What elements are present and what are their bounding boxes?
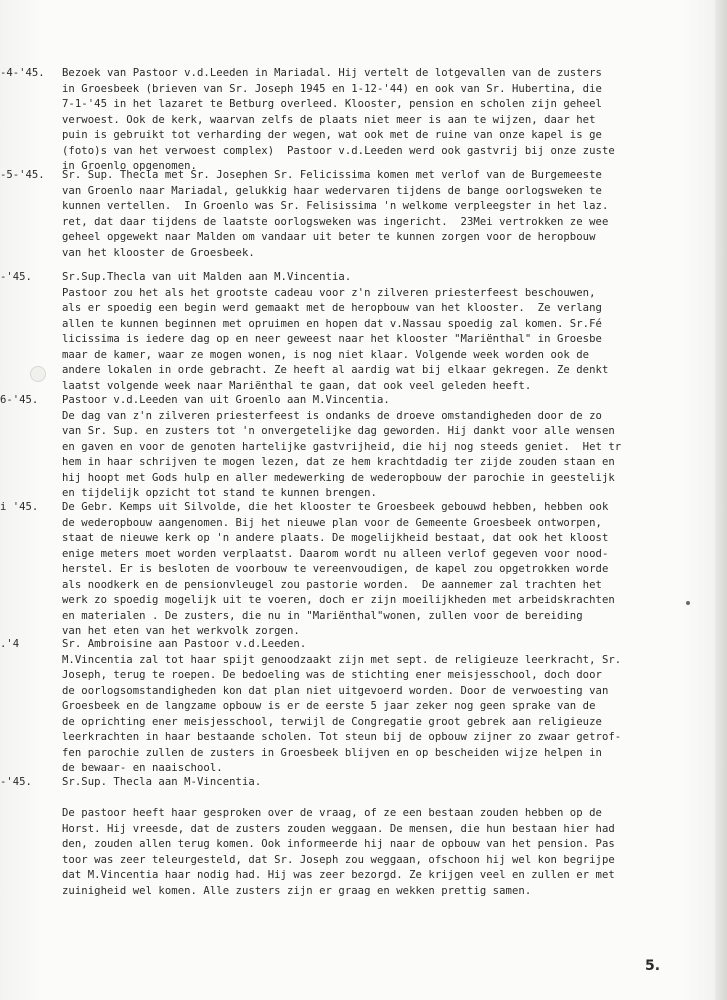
text-line: geheel opgewekt naar Malden om vandaar uit beter te kunnen zorgen voor de heropbouw — [62, 231, 596, 243]
text-line: in Groesbeek (brieven van Sr. Joseph 1945 en 1-12-'44) en ook van Sr. Hubertina, die — [62, 82, 602, 95]
text-line: Bezoek van Pastoor v.d.Leeden in Mariadal. Hij vertelt de lotgevallen van de zusters — [62, 67, 602, 79]
entry-text — [62, 66, 722, 175]
text-line: puin is gebruikt tot verharding der wegen, wat ook met de ruine van onze kapel is ge — [62, 129, 602, 141]
text-line: de oprichting ener meisjesschool, terwijl de Congregatie groot gebrek aan religieuze — [62, 715, 602, 728]
text-line: fen parochie zullen de zusters in Groesbeek blijven en op bescheiden wijze helpen in — [62, 746, 602, 759]
text-line: Sr.Sup. Thecla aan M-Vincentia. — [62, 776, 262, 788]
text-line: van het klooster de Groesbeek. — [62, 246, 255, 259]
text-line: de wederopbouw aangenomen. Bij het nieuwe plan voor de Gemeente Groesbeek ontworpen, — [62, 516, 602, 529]
text-line — [62, 791, 722, 807]
text-line: de oorlogsomstandigheden kon dat plan niet uitgevoerd worden. Door de verwoesting van — [62, 684, 609, 697]
entry-date: -'45. — [0, 271, 32, 283]
text-line: ret, dat daar tijdens de laatste oorlogsweken was ingericht. 23Mei vertrokken ze wee — [62, 215, 609, 228]
text-line: verwoest. Ook de kerk, waarvan zelfs de plaats niet meer is aan te wijzen, daar het — [62, 113, 596, 126]
entry-text — [62, 500, 722, 640]
entry-date: .'4 — [0, 638, 20, 650]
entry-date: -4-'45. — [0, 67, 45, 79]
text-line: dat M.Vincentia haar nodig had. Hij was zeer bezorgd. Ze krijgen veel en zullen er met — [62, 869, 615, 881]
entry-text — [62, 775, 722, 899]
text-line: van Groenlo naar Mariadal, gelukkig haar wedervaren tijdens de bange oorlogsweken te — [62, 184, 602, 197]
text-line: staat de nieuwe kerk op 'n andere plaats. De mogelijkheid bestaat, dat ook het kloost — [62, 532, 609, 544]
text-line: en tijdelijk opzicht tot stand te kunnen brengen. — [62, 487, 377, 499]
text-line: laatst volgende week naar Mariënthal te gaan, dat ook veel geleden heeft. — [62, 379, 532, 392]
text-line: 7-1-'45 in het lazaret te Betburg overleed. Klooster, pension en scholen zijn geheel — [62, 98, 602, 110]
page-number: 5. — [645, 958, 661, 974]
text-line: leerkrachten in haar bestaande scholen. Tot steun bij de opbouw zijner zo zwaar getrof- — [62, 731, 622, 743]
text-line: Sr.Sup.Thecla van uit Malden aan M.Vincentia. — [62, 271, 352, 283]
entry-text — [62, 270, 722, 394]
text-line: Pastoor zou het als het grootste cadeau voor z'n zilveren priesterfeest beschouwen, — [62, 286, 596, 299]
text-line: hem in haar schrijven te mogen lezen, dat ze hem krachtdadig ter zijde zouden staan en — [62, 456, 615, 468]
punch-hole-mark — [30, 366, 46, 382]
text-line: M.Vincentia zal tot haar spijt genoodzaakt zijn met sept. de religieuze leerkracht, Sr. — [62, 653, 622, 666]
text-line: herstel. Er is besloten de voorbouw te vereenvoudigen, de kapel zou opgetrokken worde — [62, 563, 609, 575]
text-line: werk zo spoedig mogelijk uit te voeren, doch er zijn moeilijkheden met arbeidskrachten — [62, 594, 615, 606]
entry-text — [62, 393, 722, 502]
text-line: de bewaar- en naaischool. — [62, 762, 223, 774]
entry-text — [62, 168, 722, 261]
entry-text — [62, 637, 722, 777]
text-line: De dag van z'n zilveren priesterfeest is ondanks de droeve omstandigheden door de zo — [62, 409, 602, 422]
text-line: maar de kamer, waar ze mogen wonen, is nog niet klaar. Volgende week worden ook de — [62, 348, 590, 361]
text-line: en gaven en voor de genoten hartelijke gastvrijheid, die hij nog steeds geniet. Het tr — [62, 440, 622, 453]
text-line: allen te kunnen beginnen met opruimen en hopen dat v.Nassau spoedig zal komen. Sr.Fé — [62, 317, 602, 330]
entry-date: i '45. — [0, 501, 39, 513]
text-line: Groesbeek en de langzame opbouw is er de eerste 5 jaar zeker nog geen sprake van de — [62, 700, 596, 712]
text-line: Joseph, terug te roepen. De bedoeling was de stichting ener meisjesschool, doch door — [62, 669, 602, 681]
text-line: Sr. Sup. Thecla met Sr. Josephen Sr. Felicissima komen met verlof van de Burgemeeste — [62, 169, 602, 181]
text-line: en materialen . De zusters, die nu in "Mariënthal"wonen, zullen voor de bereiding — [62, 609, 583, 622]
text-line: toor was zeer teleurgesteld, dat Sr. Joseph zou weggaan, ofschoon hij wel kon begrijpe — [62, 853, 615, 866]
text-line: zuinigheid wel komen. Alle zusters zijn er graag en wekken prettig samen. — [62, 884, 532, 897]
text-line: kunnen vertellen. In Groenlo was Sr. Felisissima 'n welkome verpleegster in het laz. — [62, 200, 609, 212]
text-line: hij hoopt met Gods hulp en aller medewerking de wederopbouw der parochie in geestelijk — [62, 471, 615, 484]
text-line: van het eten van het werkvolk zorgen. — [62, 625, 300, 637]
entry-date: -'45. — [0, 776, 32, 788]
text-line: van Sr. Sup. en zusters tot 'n onvergetelijke dag geworden. Hij dankt voor alle wensen — [62, 425, 615, 437]
entry-date: 6-'45. — [0, 394, 39, 406]
text-line: De Gebr. Kemps uit Silvolde, die het klooster te Groesbeek gebouwd hebben, hebben ook — [62, 501, 609, 513]
text-line: licissima is iedere dag op en neer geweest naar het klooster "Mariënthal" in Groesbe — [62, 333, 602, 345]
text-line: als noodkerk en de pensionvleugel zou pastorie worden. De aannemer zal trachten het — [62, 578, 602, 591]
text-line: enige meters moet worden verplaatst. Daarom wordt nu alleen verlof gegeven voor nood- — [62, 547, 609, 560]
text-line: in Groenlo opgenomen. — [62, 160, 197, 172]
text-line: Pastoor v.d.Leeden van uit Groenlo aan M.Vincentia. — [62, 394, 390, 406]
entry-date: -5-'45. — [0, 169, 45, 181]
text-line: andere lokalen in orde gebracht. Ze heeft al aardig wat bij elkaar gekregen. Ze denkt — [62, 364, 609, 376]
text-line: (foto)s van het verwoest complex) Pastoor v.d.Leeden werd ook gastvrij bij onze zuste — [62, 144, 615, 157]
text-line: Sr. Ambroisine aan Pastoor v.d.Leeden. — [62, 638, 307, 650]
text-line: Horst. Hij vreesde, dat de zusters zouden weggaan. De mensen, die hun bestaan hier had — [62, 822, 615, 835]
text-line: den, zouden allen terug komen. Ook informeerde hij naar de opbouw van het pension. Pas — [62, 838, 615, 850]
text-line: als er spoedig een begin werd gemaakt met de heropbouw van het klooster. Ze verlang — [62, 302, 602, 314]
text-line: De pastoor heeft haar gesproken over de vraag, of ze een bestaan zouden hebben op de — [62, 807, 602, 819]
